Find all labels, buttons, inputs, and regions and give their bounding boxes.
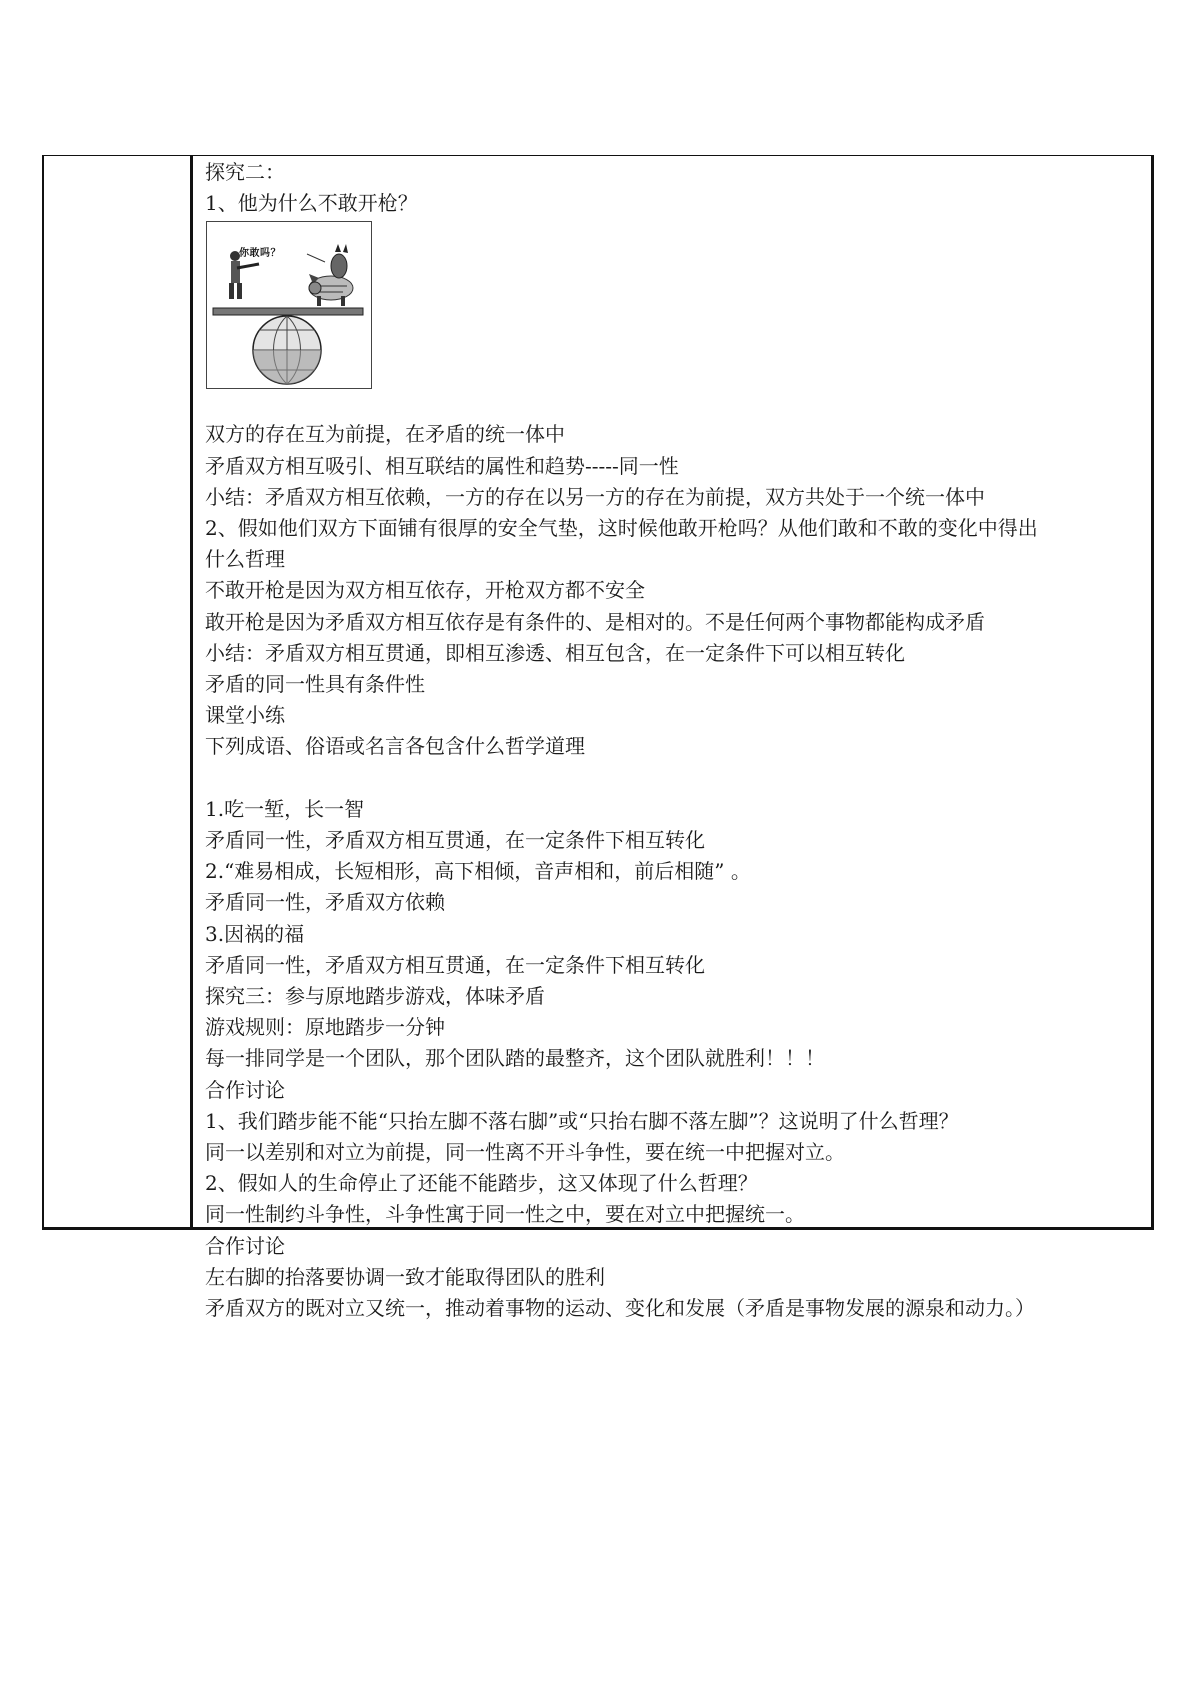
text-line: 什么哲理 bbox=[205, 547, 285, 572]
text-line: 合作讨论 bbox=[205, 1077, 285, 1102]
text-line: 同一以差别和对立为前提，同一性离不开斗争性，要在统一中把握对立。 bbox=[205, 1140, 845, 1165]
text-line: 每一排同学是一个团队，那个团队踏的最整齐，这个团队就胜利！！！ bbox=[205, 1046, 825, 1071]
text-line: 3.因祸的福 bbox=[205, 921, 305, 946]
seesaw-globe-cartoon bbox=[207, 222, 371, 388]
text-line: 同一性制约斗争性，斗争性寓于同一性之中，要在对立中把握统一。 bbox=[205, 1202, 805, 1227]
text-line: 矛盾同一性，矛盾双方相互贯通，在一定条件下相互转化 bbox=[205, 828, 705, 853]
text-line: 1、我们踏步能不能“只抬左脚不落右脚”或“只抬右脚不落左脚”？这说明了什么哲理？ bbox=[205, 1108, 959, 1133]
text-line: 左右脚的抬落要协调一致才能取得团队的胜利 bbox=[205, 1264, 605, 1289]
cartoon-illustration bbox=[206, 221, 372, 389]
text-line: 探究三：参与原地踏步游戏，体味矛盾 bbox=[205, 984, 545, 1009]
text-line: 游戏规则：原地踏步一分钟 bbox=[205, 1015, 445, 1040]
text-line: 矛盾同一性，矛盾双方相互贯通，在一定条件下相互转化 bbox=[205, 952, 705, 977]
text-line: 小结：矛盾双方相互依赖，一方的存在以另一方的存在为前提，双方共处于一个统一体中 bbox=[205, 484, 985, 509]
spacer bbox=[205, 763, 1145, 794]
lesson-content bbox=[205, 157, 1145, 1324]
text-line: 矛盾双方相互吸引、相互联结的属性和趋势-----同一性 bbox=[205, 453, 679, 478]
text-line: 敢开枪是因为矛盾双方相互依存是有条件的、是相对的。不是任何两个事物都能构成矛盾 bbox=[205, 609, 985, 634]
text-line: 课堂小练 bbox=[205, 703, 285, 728]
text-line: 合作讨论 bbox=[205, 1233, 285, 1258]
text-line: 2、假如人的生命停止了还能不能踏步，这又体现了什么哲理？ bbox=[205, 1171, 758, 1196]
text-line: 双方的存在互为前提，在矛盾的统一体中 bbox=[205, 422, 565, 447]
text-line: 矛盾同一性，矛盾双方依赖 bbox=[205, 890, 445, 915]
text-line: 2、假如他们双方下面铺有很厚的安全气垫，这时候他敢开枪吗？从他们敢和不敢的变化中得出 bbox=[205, 516, 1038, 541]
text-line: 小结：矛盾双方相互贯通，即相互渗透、相互包含，在一定条件下可以相互转化 bbox=[205, 640, 905, 665]
column-divider bbox=[190, 155, 193, 1229]
figure-caption: 你敢吗？ bbox=[239, 248, 281, 260]
section-title: 探究二： bbox=[205, 160, 285, 184]
text-line: 下列成语、俗语或名言各包含什么哲学道理 bbox=[205, 734, 585, 759]
text-line: 矛盾双方的既对立又统一，推动着事物的运动、变化和发展（矛盾是事物发展的源泉和动力。） bbox=[205, 1296, 1035, 1321]
text-line: 不敢开枪是因为双方相互依存，开枪双方都不安全 bbox=[205, 578, 645, 603]
text-line: 1.吃一堑，长一智 bbox=[205, 796, 365, 821]
table-right-border bbox=[1151, 155, 1154, 1229]
question-1: 1、他为什么不敢开枪？ bbox=[205, 191, 418, 216]
text-line: 2.“难易相成，长短相形，高下相倾，音声相和，前后相随” 。 bbox=[205, 859, 751, 884]
text-line: 矛盾的同一性具有条件性 bbox=[205, 672, 425, 697]
